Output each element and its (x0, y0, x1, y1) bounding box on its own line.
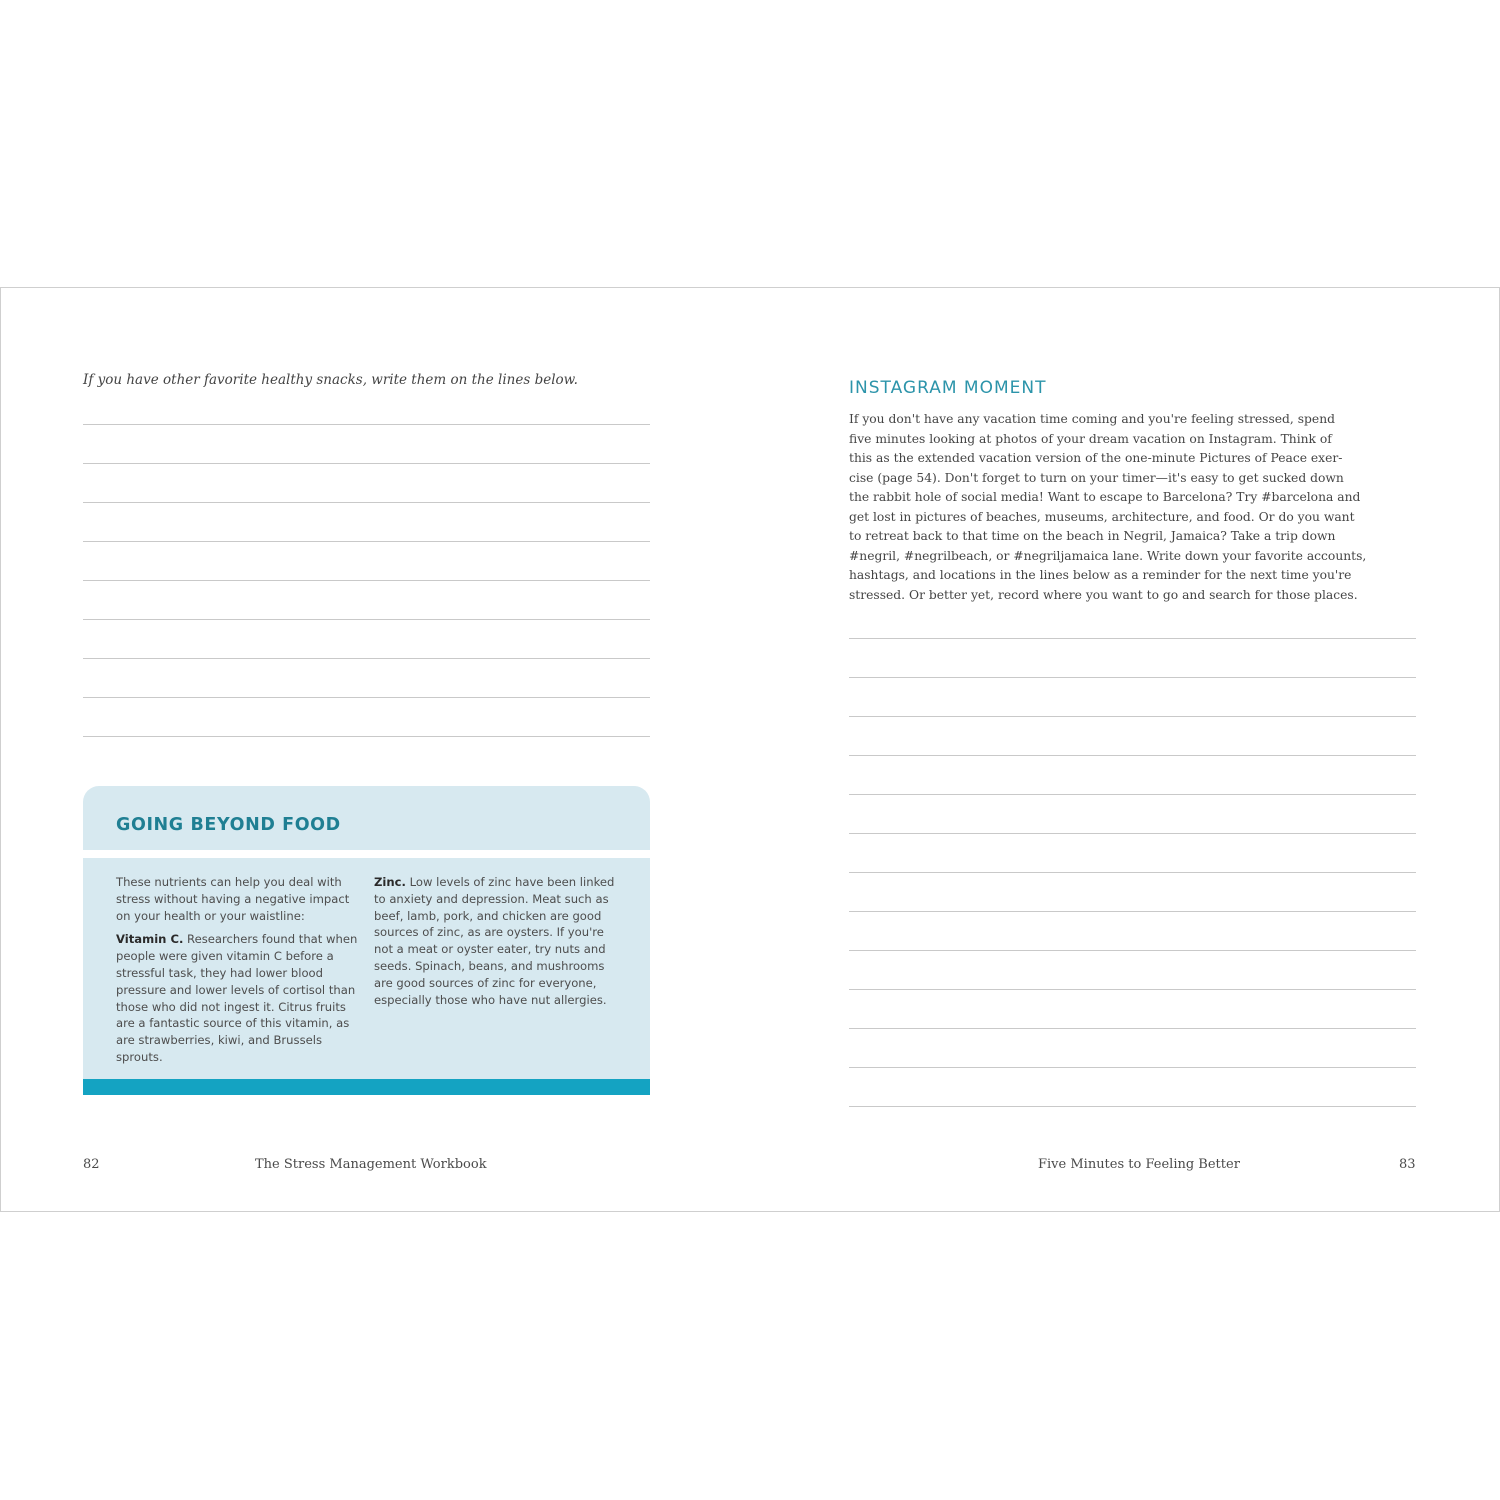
body-line: hashtags, and locations in the lines below as a reminder for the next time you're (849, 568, 1352, 582)
body-line: to retreat back to that time on the beach in Negril, Jamaica? Take a trip down (849, 529, 1336, 543)
sidebar-column-right (374, 874, 626, 1015)
zinc-text: Low levels of zinc have been linked to anxiety and depression. Meat such as beef, lamb, pork, and chicken are good sources of zinc, as are oysters. If you're not a meat or oyster eater, try nuts and seeds. Spinach, beans, and mushrooms are good sources of zinc for everyone, especially those who have nut allergies. (374, 875, 615, 1007)
writing-line (849, 716, 1416, 717)
going-beyond-food-sidebar (83, 786, 650, 1096)
body-line: #negril, #negrilbeach, or #negriljamaica lane. Write down your favorite accounts, (849, 548, 1367, 563)
writing-line (849, 794, 1416, 795)
writing-line (849, 677, 1416, 678)
running-title-left: The Stress Management Workbook (255, 1157, 487, 1172)
writing-line (849, 638, 1416, 639)
sidebar-bottom-bar (83, 1079, 650, 1095)
writing-line (849, 950, 1416, 951)
writing-line (83, 502, 650, 503)
writing-line (849, 1028, 1416, 1029)
writing-line (83, 580, 650, 581)
body-line: stressed. Or better yet, record where you want to go and search for those places. (849, 587, 1358, 602)
writing-line (849, 755, 1416, 756)
writing-line (849, 833, 1416, 834)
zinc-paragraph (374, 874, 626, 1008)
writing-line (83, 541, 650, 542)
snacks-prompt: If you have other favorite healthy snacks, write them on the lines below. (83, 372, 578, 388)
body-line: five minutes looking at photos of your dream vacation on Instagram. Think of (849, 431, 1332, 446)
vitamin-c-lead: Vitamin C. (116, 932, 184, 947)
sidebar-header (83, 786, 650, 850)
body-line: this as the extended vacation version of the one-minute Pictures of Peace exer- (849, 451, 1343, 465)
sidebar-title: GOING BEYOND FOOD (116, 815, 341, 835)
writing-line (849, 989, 1416, 990)
zinc-lead: Zinc. (374, 875, 406, 889)
running-title-right: Five Minutes to Feeling Better (1038, 1157, 1240, 1172)
writing-line (849, 872, 1416, 873)
writing-line (83, 697, 650, 698)
instagram-moment-heading: INSTAGRAM MOMENT (849, 378, 1047, 398)
writing-line (83, 424, 650, 425)
writing-line (83, 736, 650, 737)
vitamin-c-paragraph (116, 931, 361, 1065)
writing-line (849, 911, 1416, 912)
writing-line (83, 619, 650, 620)
instagram-moment-body (849, 410, 1367, 605)
sidebar-column-left (116, 874, 361, 1073)
writing-line (849, 1106, 1416, 1107)
writing-line (83, 463, 650, 464)
body-line: get lost in pictures of beaches, museums, architecture, and food. Or do you want (849, 509, 1355, 524)
writing-line (83, 658, 650, 659)
body-line: cise (page 54). Don't forget to turn on your timer—it's easy to get sucked down (849, 470, 1344, 485)
writing-line (849, 1067, 1416, 1068)
page-number-right: 83 (1399, 1157, 1416, 1172)
sidebar-body (83, 858, 650, 1079)
sidebar-intro: These nutrients can help you deal with stress without having a negative impact on your health or your waistline: (116, 875, 350, 923)
vitamin-c-text: Researchers found that when people were given vitamin C before a stressful task, they had lower blood pressure and lower levels of cortisol than those who did not ingest it. Citrus fruits are a fantastic source of this vitamin, as are strawberries, kiwi, and Brussels sprouts. (116, 932, 358, 1064)
body-line: If you don't have any vacation time coming and you're feeling stressed, spend (849, 412, 1335, 426)
body-line: the rabbit hole of social media! Want to escape to Barcelona? Try #barcelona and (849, 490, 1361, 504)
page-number-left: 82 (83, 1157, 100, 1172)
